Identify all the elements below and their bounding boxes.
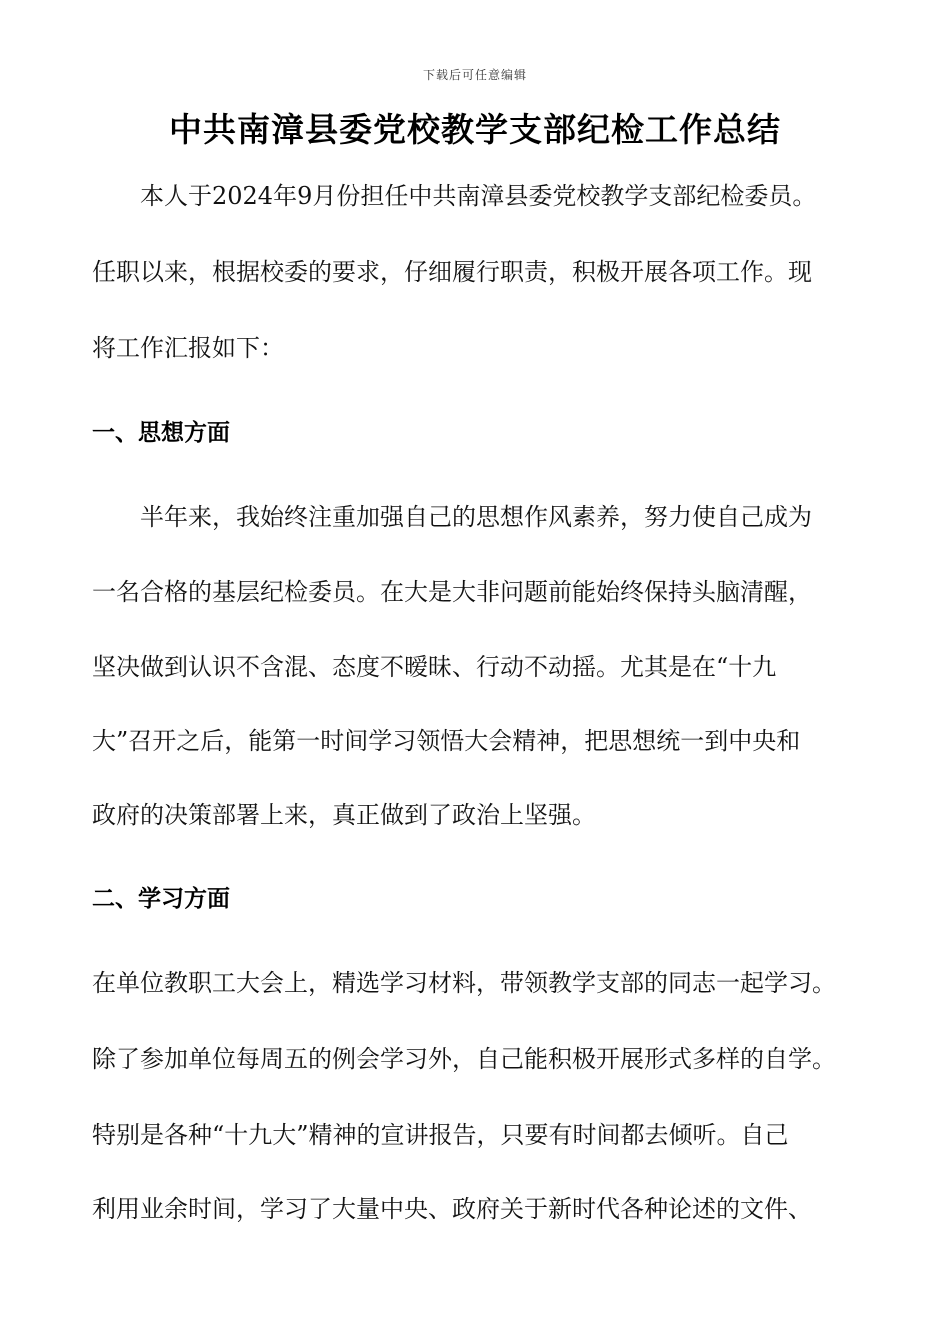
section-heading-thought: 一、思想方面 xyxy=(92,420,230,446)
intro-line: 将工作汇报如下： xyxy=(92,334,284,362)
section1-line: 坚决做到认识不含混、态度不暧昧、行动不动摇。尤其是在“十九 xyxy=(92,653,777,681)
section-heading-study: 二、学习方面 xyxy=(92,886,230,912)
document-title: 中共南漳县委党校教学支部纪检工作总结 xyxy=(169,110,781,149)
intro-line: 本人于2024年9月份担任中共南漳县委党校教学支部纪检委员。 xyxy=(92,182,817,210)
section2-line: 特别是各种“十九大”精神的宣讲报告，只要有时间都去倾听。自己 xyxy=(92,1121,789,1149)
header-note: 下载后可任意编辑 xyxy=(422,68,527,82)
section1-line: 半年来，我始终注重加强自己的思想作风素养，努力使自己成为 xyxy=(92,503,812,531)
section1-line: 大”召开之后，能第一时间学习领悟大会精神，把思想统一到中央和 xyxy=(92,727,801,755)
section2-line: 在单位教职工大会上，精选学习材料，带领教学支部的同志一起学习。 xyxy=(92,969,836,997)
section1-line: 一名合格的基层纪检委员。在大是大非问题前能始终保持头脑清醒， xyxy=(92,578,812,606)
section1-line: 政府的决策部署上来，真正做到了政治上坚强。 xyxy=(92,801,596,829)
section2-line: 除了参加单位每周五的例会学习外，自己能积极开展形式多样的自学。 xyxy=(92,1045,836,1073)
intro-line: 任职以来，根据校委的要求，仔细履行职责，积极开展各项工作。现 xyxy=(92,258,812,286)
section2-line: 利用业余时间，学习了大量中央、政府关于新时代各种论述的文件、 xyxy=(92,1195,812,1223)
